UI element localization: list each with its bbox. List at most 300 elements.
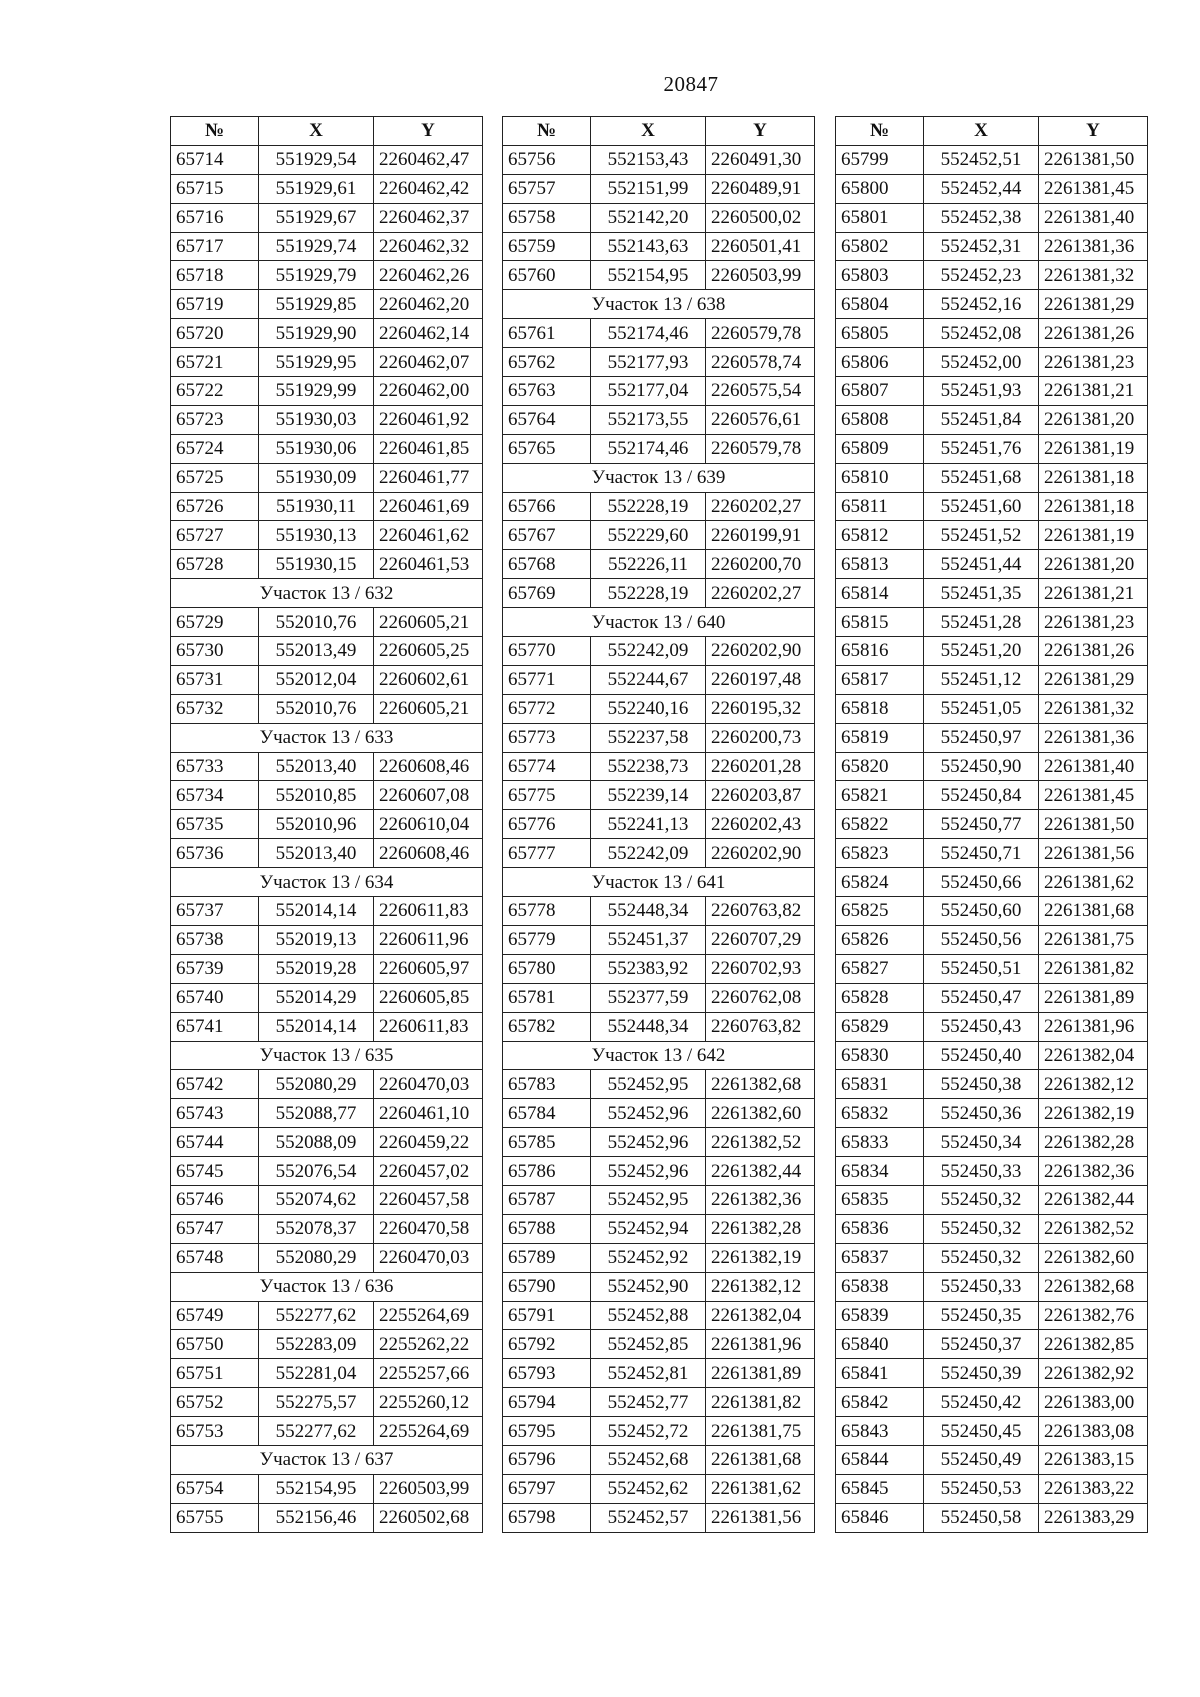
table-row bbox=[836, 1070, 1148, 1099]
x-coordinate-cell: 552241,13 bbox=[591, 810, 706, 839]
y-coordinate-cell: 2260459,22 bbox=[374, 1128, 483, 1157]
x-coordinate-cell: 552452,85 bbox=[591, 1330, 706, 1359]
point-number-cell: 65716 bbox=[171, 203, 259, 232]
point-number-cell: 65815 bbox=[836, 608, 924, 637]
x-coordinate-cell: 552228,19 bbox=[591, 579, 706, 608]
table-row bbox=[836, 810, 1148, 839]
x-coordinate-cell: 552450,42 bbox=[924, 1388, 1039, 1417]
y-coordinate-cell: 2261381,75 bbox=[706, 1417, 815, 1446]
point-number-cell: 65741 bbox=[171, 1012, 259, 1041]
y-coordinate-cell: 2261381,40 bbox=[1039, 752, 1148, 781]
y-coordinate-cell: 2260489,91 bbox=[706, 174, 815, 203]
point-number-cell: 65739 bbox=[171, 954, 259, 983]
point-number-cell: 65802 bbox=[836, 232, 924, 261]
point-number-cell: 65737 bbox=[171, 897, 259, 926]
x-coordinate-cell: 552451,93 bbox=[924, 377, 1039, 406]
point-number-cell: 65748 bbox=[171, 1243, 259, 1272]
point-number-cell: 65731 bbox=[171, 665, 259, 694]
point-number-cell: 65738 bbox=[171, 925, 259, 954]
table-row bbox=[171, 810, 483, 839]
point-number-cell: 65795 bbox=[503, 1417, 591, 1446]
table-row bbox=[836, 521, 1148, 550]
y-coordinate-cell: 2261382,12 bbox=[1039, 1070, 1148, 1099]
x-coordinate-cell: 552074,62 bbox=[259, 1185, 374, 1214]
y-coordinate-cell: 2260195,32 bbox=[706, 694, 815, 723]
table-row bbox=[171, 1099, 483, 1128]
point-number-cell: 65756 bbox=[503, 145, 591, 174]
point-number-cell: 65768 bbox=[503, 550, 591, 579]
table-row bbox=[171, 608, 483, 637]
coordinates-table-1 bbox=[170, 116, 483, 1533]
table-row bbox=[503, 1243, 815, 1272]
y-coordinate-cell: 2260575,54 bbox=[706, 377, 815, 406]
section-title: Участок 13 / 638 bbox=[503, 290, 815, 319]
y-coordinate-cell: 2260579,78 bbox=[706, 434, 815, 463]
x-coordinate-cell: 552076,54 bbox=[259, 1157, 374, 1186]
x-coordinate-cell: 552450,47 bbox=[924, 983, 1039, 1012]
table-row bbox=[836, 694, 1148, 723]
x-coordinate-cell: 552451,20 bbox=[924, 637, 1039, 666]
x-coordinate-cell: 552450,45 bbox=[924, 1417, 1039, 1446]
x-coordinate-cell: 552450,71 bbox=[924, 839, 1039, 868]
table-row bbox=[836, 319, 1148, 348]
y-coordinate-cell: 2261382,68 bbox=[1039, 1272, 1148, 1301]
table-row bbox=[171, 232, 483, 261]
y-coordinate-cell: 2260462,42 bbox=[374, 174, 483, 203]
y-coordinate-cell: 2260202,27 bbox=[706, 492, 815, 521]
point-number-cell: 65823 bbox=[836, 839, 924, 868]
x-coordinate-cell: 552452,44 bbox=[924, 174, 1039, 203]
point-number-cell: 65771 bbox=[503, 665, 591, 694]
x-coordinate-cell: 552451,52 bbox=[924, 521, 1039, 550]
x-coordinate-cell: 552377,59 bbox=[591, 983, 706, 1012]
header-x: X bbox=[591, 117, 706, 146]
x-coordinate-cell: 551930,06 bbox=[259, 434, 374, 463]
point-number-cell: 65728 bbox=[171, 550, 259, 579]
table-row bbox=[503, 954, 815, 983]
x-coordinate-cell: 552452,90 bbox=[591, 1272, 706, 1301]
y-coordinate-cell: 2261381,89 bbox=[706, 1359, 815, 1388]
y-coordinate-cell: 2260608,46 bbox=[374, 839, 483, 868]
table-row bbox=[171, 521, 483, 550]
x-coordinate-cell: 552452,08 bbox=[924, 319, 1039, 348]
x-coordinate-cell: 552239,14 bbox=[591, 781, 706, 810]
x-coordinate-cell: 552143,63 bbox=[591, 232, 706, 261]
point-number-cell: 65762 bbox=[503, 348, 591, 377]
point-number-cell: 65842 bbox=[836, 1388, 924, 1417]
point-number-cell: 65730 bbox=[171, 637, 259, 666]
point-number-cell: 65813 bbox=[836, 550, 924, 579]
point-number-cell: 65779 bbox=[503, 925, 591, 954]
x-coordinate-cell: 552452,62 bbox=[591, 1474, 706, 1503]
y-coordinate-cell: 2261381,56 bbox=[706, 1503, 815, 1532]
point-number-cell: 65752 bbox=[171, 1388, 259, 1417]
y-coordinate-cell: 2260462,47 bbox=[374, 145, 483, 174]
y-coordinate-cell: 2260462,07 bbox=[374, 348, 483, 377]
table-row bbox=[836, 348, 1148, 377]
y-coordinate-cell: 2261382,76 bbox=[1039, 1301, 1148, 1330]
x-coordinate-cell: 552450,34 bbox=[924, 1128, 1039, 1157]
table-header-row bbox=[836, 117, 1148, 146]
x-coordinate-cell: 552452,96 bbox=[591, 1128, 706, 1157]
y-coordinate-cell: 2261381,29 bbox=[1039, 290, 1148, 319]
table-row bbox=[503, 1474, 815, 1503]
y-coordinate-cell: 2261381,82 bbox=[706, 1388, 815, 1417]
table-row bbox=[171, 261, 483, 290]
table-row bbox=[503, 174, 815, 203]
x-coordinate-cell: 552242,09 bbox=[591, 637, 706, 666]
x-coordinate-cell: 552088,77 bbox=[259, 1099, 374, 1128]
table-row bbox=[836, 897, 1148, 926]
table-row bbox=[171, 983, 483, 1012]
table-row bbox=[836, 1417, 1148, 1446]
point-number-cell: 65734 bbox=[171, 781, 259, 810]
point-number-cell: 65770 bbox=[503, 637, 591, 666]
table-row bbox=[836, 145, 1148, 174]
y-coordinate-cell: 2260461,53 bbox=[374, 550, 483, 579]
y-coordinate-cell: 2261382,28 bbox=[1039, 1128, 1148, 1157]
x-coordinate-cell: 552452,16 bbox=[924, 290, 1039, 319]
y-coordinate-cell: 2260605,97 bbox=[374, 954, 483, 983]
x-coordinate-cell: 552383,92 bbox=[591, 954, 706, 983]
table-row bbox=[503, 405, 815, 434]
section-title: Участок 13 / 637 bbox=[171, 1445, 483, 1474]
table-body bbox=[171, 145, 483, 1532]
point-number-cell: 65717 bbox=[171, 232, 259, 261]
point-number-cell: 65807 bbox=[836, 377, 924, 406]
y-coordinate-cell: 2261381,23 bbox=[1039, 608, 1148, 637]
table-row bbox=[171, 1157, 483, 1186]
x-coordinate-cell: 551930,13 bbox=[259, 521, 374, 550]
x-coordinate-cell: 552283,09 bbox=[259, 1330, 374, 1359]
table-row bbox=[836, 492, 1148, 521]
y-coordinate-cell: 2260457,02 bbox=[374, 1157, 483, 1186]
y-coordinate-cell: 2260203,87 bbox=[706, 781, 815, 810]
x-coordinate-cell: 552450,56 bbox=[924, 925, 1039, 954]
point-number-cell: 65776 bbox=[503, 810, 591, 839]
x-coordinate-cell: 552452,77 bbox=[591, 1388, 706, 1417]
x-coordinate-cell: 552450,51 bbox=[924, 954, 1039, 983]
y-coordinate-cell: 2260605,21 bbox=[374, 694, 483, 723]
point-number-cell: 65760 bbox=[503, 261, 591, 290]
x-coordinate-cell: 552450,43 bbox=[924, 1012, 1039, 1041]
section-row bbox=[171, 1041, 483, 1070]
table-row bbox=[171, 1474, 483, 1503]
y-coordinate-cell: 2261381,20 bbox=[1039, 405, 1148, 434]
point-number-cell: 65828 bbox=[836, 983, 924, 1012]
table-row bbox=[836, 232, 1148, 261]
table-row bbox=[836, 463, 1148, 492]
point-number-cell: 65799 bbox=[836, 145, 924, 174]
y-coordinate-cell: 2261381,32 bbox=[1039, 261, 1148, 290]
y-coordinate-cell: 2261382,19 bbox=[1039, 1099, 1148, 1128]
point-number-cell: 65735 bbox=[171, 810, 259, 839]
point-number-cell: 65843 bbox=[836, 1417, 924, 1446]
y-coordinate-cell: 2260611,83 bbox=[374, 1012, 483, 1041]
point-number-cell: 65788 bbox=[503, 1214, 591, 1243]
x-coordinate-cell: 552450,66 bbox=[924, 868, 1039, 897]
table-row bbox=[836, 608, 1148, 637]
point-number-cell: 65782 bbox=[503, 1012, 591, 1041]
y-coordinate-cell: 2255264,69 bbox=[374, 1417, 483, 1446]
y-coordinate-cell: 2261382,60 bbox=[1039, 1243, 1148, 1272]
x-coordinate-cell: 552010,76 bbox=[259, 694, 374, 723]
table-row bbox=[836, 1301, 1148, 1330]
y-coordinate-cell: 2260607,08 bbox=[374, 781, 483, 810]
x-coordinate-cell: 552452,95 bbox=[591, 1185, 706, 1214]
x-coordinate-cell: 552014,29 bbox=[259, 983, 374, 1012]
point-number-cell: 65715 bbox=[171, 174, 259, 203]
point-number-cell: 65793 bbox=[503, 1359, 591, 1388]
x-coordinate-cell: 552229,60 bbox=[591, 521, 706, 550]
point-number-cell: 65783 bbox=[503, 1070, 591, 1099]
point-number-cell: 65834 bbox=[836, 1157, 924, 1186]
table-row bbox=[503, 521, 815, 550]
point-number-cell: 65759 bbox=[503, 232, 591, 261]
y-coordinate-cell: 2261381,40 bbox=[1039, 203, 1148, 232]
y-coordinate-cell: 2261382,04 bbox=[1039, 1041, 1148, 1070]
table-row bbox=[503, 665, 815, 694]
point-number-cell: 65826 bbox=[836, 925, 924, 954]
table-row bbox=[836, 637, 1148, 666]
y-coordinate-cell: 2255264,69 bbox=[374, 1301, 483, 1330]
table-row bbox=[503, 579, 815, 608]
y-coordinate-cell: 2261381,45 bbox=[1039, 174, 1148, 203]
y-coordinate-cell: 2260200,70 bbox=[706, 550, 815, 579]
header-number: № bbox=[171, 117, 259, 146]
point-number-cell: 65836 bbox=[836, 1214, 924, 1243]
table-row bbox=[503, 145, 815, 174]
point-number-cell: 65720 bbox=[171, 319, 259, 348]
x-coordinate-cell: 552450,33 bbox=[924, 1157, 1039, 1186]
x-coordinate-cell: 552450,49 bbox=[924, 1445, 1039, 1474]
table-row bbox=[836, 1359, 1148, 1388]
table-row bbox=[171, 377, 483, 406]
table-row bbox=[836, 1243, 1148, 1272]
header-number: № bbox=[836, 117, 924, 146]
coordinates-table-2 bbox=[502, 116, 815, 1533]
point-number-cell: 65818 bbox=[836, 694, 924, 723]
table-row bbox=[503, 434, 815, 463]
x-coordinate-cell: 552452,23 bbox=[924, 261, 1039, 290]
point-number-cell: 65766 bbox=[503, 492, 591, 521]
x-coordinate-cell: 552452,96 bbox=[591, 1157, 706, 1186]
y-coordinate-cell: 2261381,68 bbox=[1039, 897, 1148, 926]
table-row bbox=[171, 319, 483, 348]
y-coordinate-cell: 2260610,04 bbox=[374, 810, 483, 839]
table-row bbox=[171, 1012, 483, 1041]
point-number-cell: 65772 bbox=[503, 694, 591, 723]
table-row bbox=[171, 1503, 483, 1532]
table-row bbox=[836, 579, 1148, 608]
y-coordinate-cell: 2261381,20 bbox=[1039, 550, 1148, 579]
point-number-cell: 65767 bbox=[503, 521, 591, 550]
table-row bbox=[503, 983, 815, 1012]
header-y: Y bbox=[706, 117, 815, 146]
point-number-cell: 65732 bbox=[171, 694, 259, 723]
section-row bbox=[503, 608, 815, 637]
x-coordinate-cell: 552450,84 bbox=[924, 781, 1039, 810]
point-number-cell: 65786 bbox=[503, 1157, 591, 1186]
table-row bbox=[836, 723, 1148, 752]
table-row bbox=[836, 983, 1148, 1012]
table-row bbox=[171, 550, 483, 579]
point-number-cell: 65830 bbox=[836, 1041, 924, 1070]
table-body bbox=[836, 145, 1148, 1532]
point-number-cell: 65819 bbox=[836, 723, 924, 752]
y-coordinate-cell: 2260202,90 bbox=[706, 637, 815, 666]
table-row bbox=[503, 550, 815, 579]
y-coordinate-cell: 2261382,60 bbox=[706, 1099, 815, 1128]
y-coordinate-cell: 2260605,25 bbox=[374, 637, 483, 666]
x-coordinate-cell: 552450,35 bbox=[924, 1301, 1039, 1330]
table-header-row bbox=[503, 117, 815, 146]
x-coordinate-cell: 552240,16 bbox=[591, 694, 706, 723]
y-coordinate-cell: 2261381,21 bbox=[1039, 579, 1148, 608]
point-number-cell: 65814 bbox=[836, 579, 924, 608]
y-coordinate-cell: 2260763,82 bbox=[706, 1012, 815, 1041]
y-coordinate-cell: 2261382,85 bbox=[1039, 1330, 1148, 1359]
table-row bbox=[836, 1272, 1148, 1301]
table-row bbox=[836, 1445, 1148, 1474]
table-row bbox=[171, 1214, 483, 1243]
table-row bbox=[503, 261, 815, 290]
point-number-cell: 65796 bbox=[503, 1445, 591, 1474]
y-coordinate-cell: 2260462,20 bbox=[374, 290, 483, 319]
section-row bbox=[171, 723, 483, 752]
x-coordinate-cell: 552156,46 bbox=[259, 1503, 374, 1532]
x-coordinate-cell: 552177,04 bbox=[591, 377, 706, 406]
table-row bbox=[171, 290, 483, 319]
table-row bbox=[503, 752, 815, 781]
y-coordinate-cell: 2260457,58 bbox=[374, 1185, 483, 1214]
table-row bbox=[171, 781, 483, 810]
x-coordinate-cell: 552019,28 bbox=[259, 954, 374, 983]
point-number-cell: 65831 bbox=[836, 1070, 924, 1099]
y-coordinate-cell: 2261381,36 bbox=[1039, 723, 1148, 752]
y-coordinate-cell: 2260500,02 bbox=[706, 203, 815, 232]
y-coordinate-cell: 2261382,44 bbox=[706, 1157, 815, 1186]
y-coordinate-cell: 2260502,68 bbox=[374, 1503, 483, 1532]
y-coordinate-cell: 2261381,50 bbox=[1039, 145, 1148, 174]
x-coordinate-cell: 551929,90 bbox=[259, 319, 374, 348]
table-row bbox=[503, 1099, 815, 1128]
table-row bbox=[836, 1041, 1148, 1070]
y-coordinate-cell: 2261382,52 bbox=[1039, 1214, 1148, 1243]
x-coordinate-cell: 551930,11 bbox=[259, 492, 374, 521]
table-row bbox=[171, 1330, 483, 1359]
x-coordinate-cell: 551930,03 bbox=[259, 405, 374, 434]
table-row bbox=[836, 550, 1148, 579]
point-number-cell: 65729 bbox=[171, 608, 259, 637]
table-row bbox=[171, 463, 483, 492]
y-coordinate-cell: 2261381,62 bbox=[706, 1474, 815, 1503]
point-number-cell: 65784 bbox=[503, 1099, 591, 1128]
x-coordinate-cell: 552452,72 bbox=[591, 1417, 706, 1446]
x-coordinate-cell: 552450,40 bbox=[924, 1041, 1039, 1070]
x-coordinate-cell: 552450,53 bbox=[924, 1474, 1039, 1503]
point-number-cell: 65825 bbox=[836, 897, 924, 926]
x-coordinate-cell: 552450,32 bbox=[924, 1214, 1039, 1243]
x-coordinate-cell: 551929,99 bbox=[259, 377, 374, 406]
x-coordinate-cell: 552238,73 bbox=[591, 752, 706, 781]
y-coordinate-cell: 2260501,41 bbox=[706, 232, 815, 261]
point-number-cell: 65839 bbox=[836, 1301, 924, 1330]
point-number-cell: 65758 bbox=[503, 203, 591, 232]
x-coordinate-cell: 551929,61 bbox=[259, 174, 374, 203]
point-number-cell: 65791 bbox=[503, 1301, 591, 1330]
table-row bbox=[171, 925, 483, 954]
header-x: X bbox=[924, 117, 1039, 146]
point-number-cell: 65753 bbox=[171, 1417, 259, 1446]
table-row bbox=[171, 1388, 483, 1417]
y-coordinate-cell: 2260462,00 bbox=[374, 377, 483, 406]
point-number-cell: 65777 bbox=[503, 839, 591, 868]
point-number-cell: 65747 bbox=[171, 1214, 259, 1243]
y-coordinate-cell: 2260491,30 bbox=[706, 145, 815, 174]
y-coordinate-cell: 2260462,26 bbox=[374, 261, 483, 290]
point-number-cell: 65726 bbox=[171, 492, 259, 521]
section-row bbox=[171, 1272, 483, 1301]
y-coordinate-cell: 2260605,21 bbox=[374, 608, 483, 637]
y-coordinate-cell: 2261382,44 bbox=[1039, 1185, 1148, 1214]
table-row bbox=[836, 261, 1148, 290]
y-coordinate-cell: 2261381,68 bbox=[706, 1445, 815, 1474]
x-coordinate-cell: 552153,43 bbox=[591, 145, 706, 174]
table-header-row bbox=[171, 117, 483, 146]
point-number-cell: 65800 bbox=[836, 174, 924, 203]
x-coordinate-cell: 551929,67 bbox=[259, 203, 374, 232]
section-title: Участок 13 / 632 bbox=[171, 579, 483, 608]
x-coordinate-cell: 552448,34 bbox=[591, 1012, 706, 1041]
x-coordinate-cell: 551930,15 bbox=[259, 550, 374, 579]
x-coordinate-cell: 552010,96 bbox=[259, 810, 374, 839]
table-row bbox=[503, 203, 815, 232]
point-number-cell: 65840 bbox=[836, 1330, 924, 1359]
y-coordinate-cell: 2261381,56 bbox=[1039, 839, 1148, 868]
x-coordinate-cell: 552010,76 bbox=[259, 608, 374, 637]
table-row bbox=[171, 1070, 483, 1099]
x-coordinate-cell: 552277,62 bbox=[259, 1417, 374, 1446]
point-number-cell: 65757 bbox=[503, 174, 591, 203]
table-row bbox=[836, 174, 1148, 203]
x-coordinate-cell: 552450,36 bbox=[924, 1099, 1039, 1128]
point-number-cell: 65811 bbox=[836, 492, 924, 521]
x-coordinate-cell: 551929,85 bbox=[259, 290, 374, 319]
x-coordinate-cell: 552450,38 bbox=[924, 1070, 1039, 1099]
y-coordinate-cell: 2261382,68 bbox=[706, 1070, 815, 1099]
section-row bbox=[503, 290, 815, 319]
y-coordinate-cell: 2260201,28 bbox=[706, 752, 815, 781]
section-title: Участок 13 / 633 bbox=[171, 723, 483, 752]
section-row bbox=[171, 579, 483, 608]
point-number-cell: 65761 bbox=[503, 319, 591, 348]
x-coordinate-cell: 552013,49 bbox=[259, 637, 374, 666]
point-number-cell: 65798 bbox=[503, 1503, 591, 1532]
y-coordinate-cell: 2260200,73 bbox=[706, 723, 815, 752]
y-coordinate-cell: 2261383,15 bbox=[1039, 1445, 1148, 1474]
table-row bbox=[836, 1012, 1148, 1041]
point-number-cell: 65780 bbox=[503, 954, 591, 983]
y-coordinate-cell: 2260611,83 bbox=[374, 897, 483, 926]
point-number-cell: 65774 bbox=[503, 752, 591, 781]
y-coordinate-cell: 2261383,29 bbox=[1039, 1503, 1148, 1532]
x-coordinate-cell: 552448,34 bbox=[591, 897, 706, 926]
x-coordinate-cell: 552281,04 bbox=[259, 1359, 374, 1388]
point-number-cell: 65817 bbox=[836, 665, 924, 694]
x-coordinate-cell: 552014,14 bbox=[259, 897, 374, 926]
y-coordinate-cell: 2260461,85 bbox=[374, 434, 483, 463]
